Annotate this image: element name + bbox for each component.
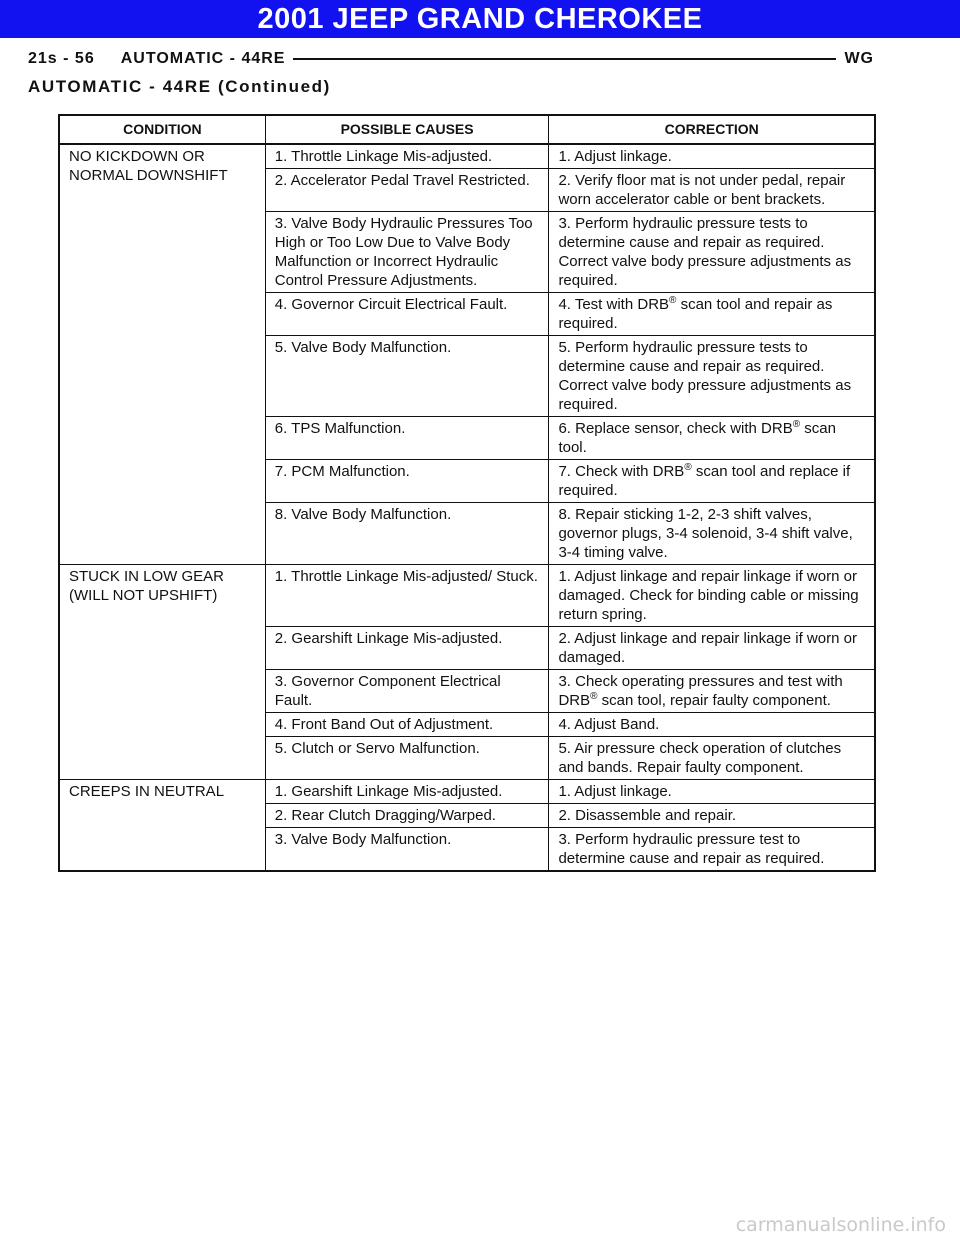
correction-cell: 3. Check operating pressures and test with DRB® scan tool, repair faulty component.: [549, 670, 875, 713]
banner-title: 2001 JEEP GRAND CHEROKEE: [0, 0, 960, 38]
cause-cell: 4. Governor Circuit Electrical Fault.: [265, 293, 549, 336]
correction-cell: 4. Adjust Band.: [549, 713, 875, 737]
table-body: [59, 144, 875, 871]
correction-cell: 1. Adjust linkage.: [549, 780, 875, 804]
correction-cell: 2. Verify floor mat is not under pedal, repair worn accelerator cable or bent brackets.: [549, 169, 875, 212]
running-head: [28, 48, 874, 70]
cause-cell: 6. TPS Malfunction.: [265, 417, 549, 460]
header-condition: CONDITION: [59, 115, 265, 144]
cause-cell: 7. PCM Malfunction.: [265, 460, 549, 503]
correction-cell: 8. Repair sticking 1-2, 2-3 shift valves, governor plugs, 3-4 solenoid, 3-4 shift valve, 3-4 timing valve.: [549, 503, 875, 565]
correction-cell: 5. Air pressure check operation of clutches and bands. Repair faulty component.: [549, 737, 875, 780]
correction-cell: 4. Test with DRB® scan tool and repair as required.: [549, 293, 875, 336]
correction-cell: 3. Perform hydraulic pressure tests to determine cause and repair as required. Correct valve body pressure adjustments as required.: [549, 212, 875, 293]
diagnosis-table: [58, 114, 876, 872]
correction-cell: 6. Replace sensor, check with DRB® scan tool.: [549, 417, 875, 460]
cause-cell: 1. Gearshift Linkage Mis-adjusted.: [265, 780, 549, 804]
cause-cell: 1. Throttle Linkage Mis-adjusted/ Stuck.: [265, 565, 549, 627]
header-possible-causes: POSSIBLE CAUSES: [265, 115, 549, 144]
page-number: 21s - 56: [28, 50, 95, 67]
table-row: [59, 565, 875, 627]
header-rule: [293, 58, 836, 60]
cause-cell: 3. Valve Body Malfunction.: [265, 828, 549, 872]
cause-cell: 5. Valve Body Malfunction.: [265, 336, 549, 417]
header-correction: CORRECTION: [549, 115, 875, 144]
model-code: WG: [844, 50, 874, 67]
cause-cell: 3. Valve Body Hydraulic Pressures Too High or Too Low Due to Valve Body Malfunction or Incorrect Hydraulic Control Pressure Adjustments.: [265, 212, 549, 293]
condition-cell: CREEPS IN NEUTRAL: [59, 780, 265, 872]
cause-cell: 3. Governor Component Electrical Fault.: [265, 670, 549, 713]
cause-cell: 2. Accelerator Pedal Travel Restricted.: [265, 169, 549, 212]
condition-cell: STUCK IN LOW GEAR (WILL NOT UPSHIFT): [59, 565, 265, 780]
cause-cell: 5. Clutch or Servo Malfunction.: [265, 737, 549, 780]
correction-cell: 7. Check with DRB® scan tool and replace if required.: [549, 460, 875, 503]
correction-cell: 1. Adjust linkage.: [549, 144, 875, 169]
correction-cell: 2. Disassemble and repair.: [549, 804, 875, 828]
correction-cell: 2. Adjust linkage and repair linkage if worn or damaged.: [549, 627, 875, 670]
cause-cell: 4. Front Band Out of Adjustment.: [265, 713, 549, 737]
correction-cell: 5. Perform hydraulic pressure tests to determine cause and repair as required. Correct valve body pressure adjustments as required.: [549, 336, 875, 417]
watermark: carmanualsonline.info: [735, 1214, 946, 1236]
table-row: [59, 780, 875, 804]
cause-cell: 8. Valve Body Malfunction.: [265, 503, 549, 565]
section-title: AUTOMATIC - 44RE (Continued): [28, 77, 331, 96]
cause-cell: 1. Throttle Linkage Mis-adjusted.: [265, 144, 549, 169]
cause-cell: 2. Gearshift Linkage Mis-adjusted.: [265, 627, 549, 670]
correction-cell: 3. Perform hydraulic pressure test to determine cause and repair as required.: [549, 828, 875, 872]
table-header-row: [59, 115, 875, 144]
correction-cell: 1. Adjust linkage and repair linkage if worn or damaged. Check for binding cable or missing return spring.: [549, 565, 875, 627]
table-row: [59, 144, 875, 169]
cause-cell: 2. Rear Clutch Dragging/Warped.: [265, 804, 549, 828]
condition-cell: NO KICKDOWN OR NORMAL DOWNSHIFT: [59, 144, 265, 565]
running-head-section: AUTOMATIC - 44RE: [120, 50, 286, 67]
